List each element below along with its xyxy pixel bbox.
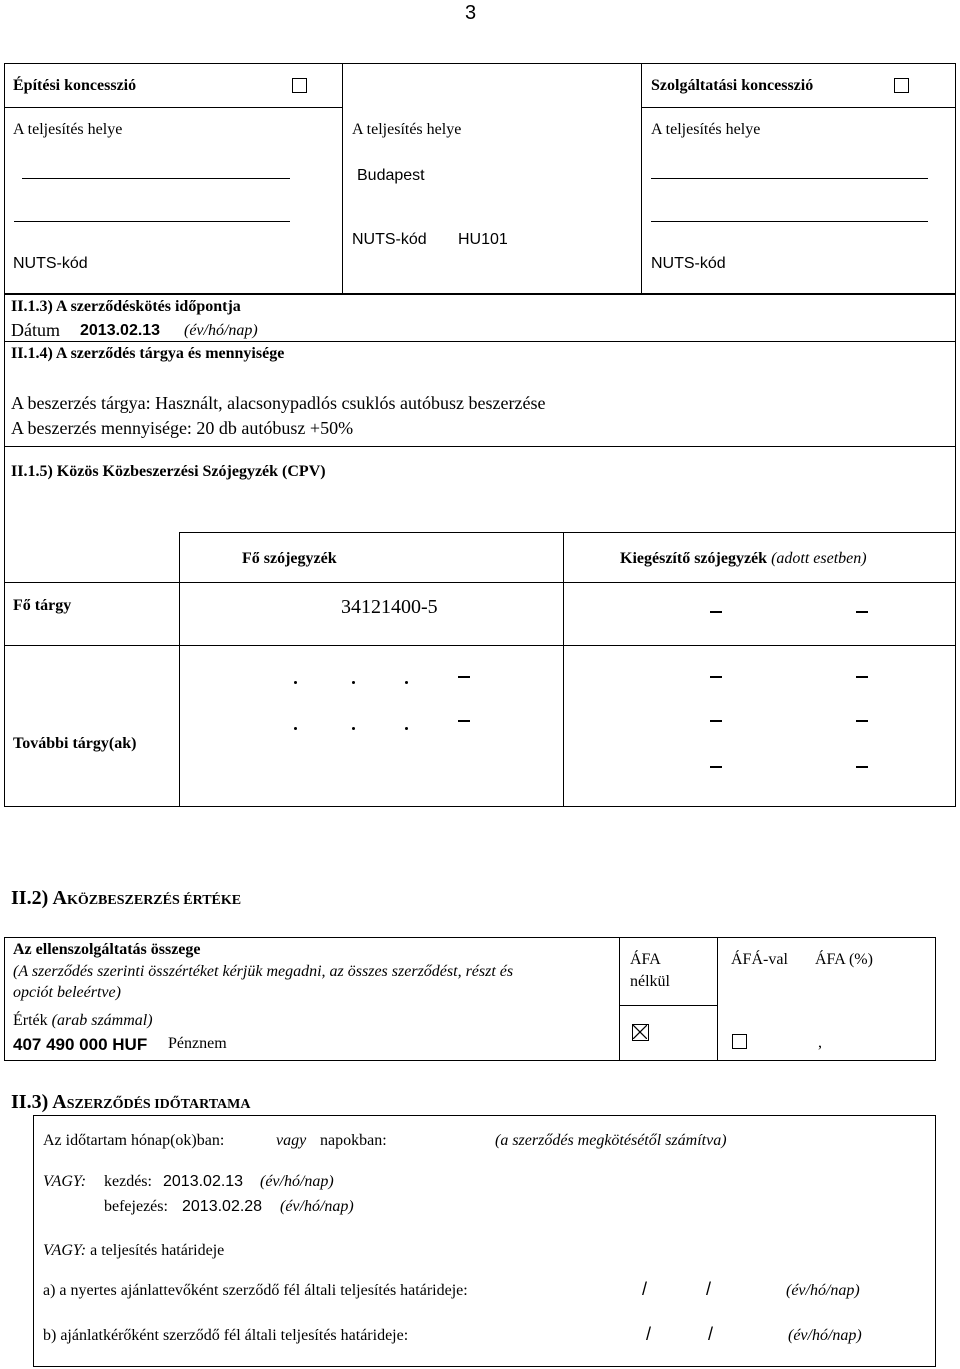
start-label: kezdés: [104, 1173, 152, 1190]
duration-from-conclusion: (a szerződés megkötésétől számítva) [495, 1132, 727, 1149]
additional-subject-label: További tárgy(ak) [13, 735, 137, 752]
service-concession-label: Szolgáltatási koncesszió [651, 77, 814, 94]
contract-date-value: 2013.02.13 [80, 322, 161, 339]
supplementary-vocabulary-header [620, 550, 867, 568]
end-date: 2013.02.28 [182, 1198, 263, 1215]
contract-date-hint: (év/hó/nap) [184, 322, 258, 339]
supplementary-vocabulary-label: Kiegészítő szójegyzék [620, 550, 768, 567]
duration-or: vagy [276, 1132, 307, 1149]
main-vocabulary-header: Fő szójegyzék [242, 550, 337, 567]
deadline-a-hint: (év/hó/nap) [786, 1282, 860, 1299]
contract-date-heading: II.1.3) A szerződéskötés időpontja [11, 298, 241, 315]
deadline-b-slash-1: / [646, 1324, 652, 1344]
subject-heading: II.1.4) A szerződés tárgya és mennyisége [11, 345, 285, 362]
value-note-line-1: (A szerződés szerinti összértéket kérjük megadni, az összes szerződést, részt és [13, 963, 514, 980]
procurement-quantity: A beszerzés mennyisége: 20 db autóbusz +50% [11, 418, 354, 438]
place-label-right: A teljesítés helye [651, 121, 761, 138]
end-date-hint: (év/hó/nap) [280, 1198, 354, 1215]
without-vat-checkbox[interactable] [632, 1024, 649, 1041]
value-heading: II.2) AKÖZBESZERZÉS ÉRTÉKE [11, 887, 242, 909]
without-vat-label: nélkül [630, 973, 670, 990]
start-date: 2013.02.13 [163, 1173, 244, 1190]
duration-months-label: Az időtartam hónap(ok)ban: [43, 1132, 225, 1149]
with-vat-label: ÁFÁ-val [731, 951, 788, 968]
main-subject-label: Fő tárgy [13, 597, 72, 614]
vat-label: ÁFA [630, 951, 661, 968]
end-label: befejezés: [104, 1198, 168, 1215]
place-line-right-2 [651, 221, 928, 222]
check-x-icon [633, 1025, 647, 1039]
place-label-middle: A teljesítés helye [352, 121, 462, 138]
value-note-line-2: opciót beleértve) [13, 984, 121, 1001]
main-cpv-code: 34121400-5 [341, 596, 438, 618]
or-caps-1: VAGY: [43, 1173, 87, 1190]
page-number: 3 [465, 2, 477, 24]
place-line-right [651, 178, 928, 179]
deadline-row [43, 1242, 224, 1260]
vat-percent-comma: , [818, 1034, 822, 1051]
deadline-label: a teljesítés határideje [90, 1242, 225, 1259]
or-caps-2: VAGY: [43, 1242, 87, 1259]
deadline-b-hint: (év/hó/nap) [788, 1327, 862, 1344]
date-label: Dátum [11, 320, 60, 340]
service-concession-checkbox[interactable] [894, 78, 909, 93]
value-hint: (arab számmal) [51, 1012, 153, 1029]
place-line-left-2 [14, 221, 290, 222]
deadline-line-a: a) a nyertes ajánlattevőként szerződő fél általi teljesítés határideje: [43, 1282, 468, 1299]
place-label-left: A teljesítés helye [13, 121, 123, 138]
cpv-heading: II.1.5) Közös Közbeszerzési Szójegyzék (CPV) [11, 463, 326, 480]
supplementary-vocabulary-hint: (adott esetben) [771, 550, 867, 567]
start-date-hint: (év/hó/nap) [260, 1173, 334, 1190]
duration-days-label: napokban: [320, 1132, 387, 1149]
nuts-label-left: NUTS-kód [13, 255, 88, 272]
value-label-row [13, 1012, 153, 1030]
place-value: Budapest [357, 167, 425, 184]
place-line-left [22, 178, 290, 179]
vat-percent-label: ÁFA (%) [815, 951, 873, 968]
with-vat-checkbox[interactable] [732, 1034, 747, 1049]
deadline-a-slash-2: / [706, 1279, 712, 1299]
nuts-label-middle: NUTS-kód [352, 231, 427, 248]
procurement-subject: A beszerzés tárgya: Használt, alacsonypadlós csuklós autóbusz beszerzése [11, 393, 546, 413]
consideration-label: Az ellenszolgáltatás összege [13, 941, 201, 958]
deadline-a-slash-1: / [642, 1279, 648, 1299]
nuts-value: HU101 [458, 231, 508, 248]
duration-heading: II.3) ASZERZŐDÉS IDŐTARTAMA [11, 1091, 251, 1113]
currency-label: Pénznem [168, 1035, 227, 1052]
value-label: Érték [13, 1012, 48, 1029]
construction-concession-checkbox[interactable] [292, 78, 307, 93]
deadline-b-slash-2: / [708, 1324, 714, 1344]
construction-concession-label: Építési koncesszió [13, 77, 137, 94]
nuts-label-right: NUTS-kód [651, 255, 726, 272]
contract-amount: 407 490 000 HUF [13, 1035, 148, 1054]
deadline-line-b: b) ajánlatkérőként szerződő fél általi teljesítés határideje: [43, 1327, 409, 1344]
